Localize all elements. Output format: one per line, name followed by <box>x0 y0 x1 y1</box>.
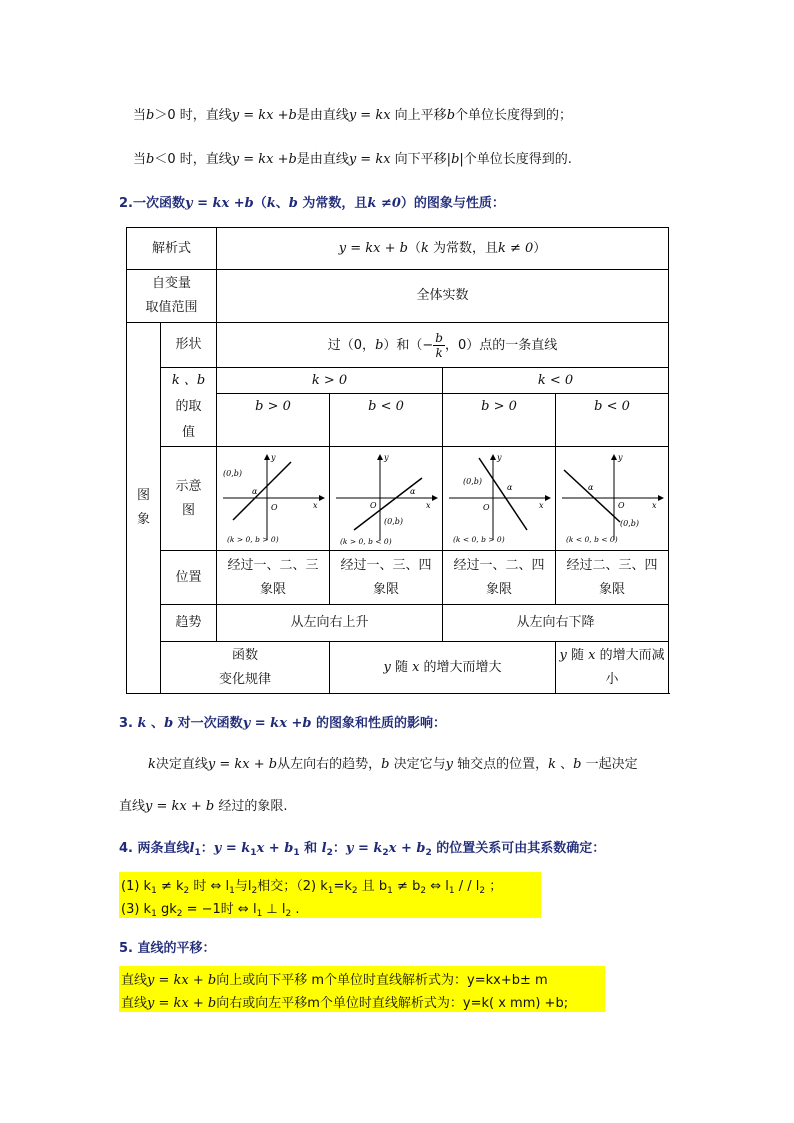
var-k: k <box>548 757 556 772</box>
heading-text: 3. <box>119 716 138 731</box>
heading-text: 、 <box>146 716 165 731</box>
subscript: 1 <box>256 909 263 919</box>
fraction-numerator: b <box>435 330 443 345</box>
paragraph-text: 轴交点的位置， <box>452 757 549 772</box>
var-y: y <box>445 757 453 772</box>
b-condition: b > 0 <box>217 394 330 447</box>
label-line: 示意 <box>175 478 202 494</box>
graph-k-neg-b-neg <box>558 450 666 548</box>
b-condition: b < 0 <box>330 394 443 447</box>
intro-text: 是由直线 <box>296 152 349 167</box>
var-l: l <box>321 841 327 856</box>
var-b: b <box>146 152 155 167</box>
relation-text: (1) k <box>121 879 152 894</box>
label-line: 函数 <box>232 647 259 663</box>
paragraph-text: 决定直线 <box>155 757 208 772</box>
origin-label: O <box>271 502 278 512</box>
axis-label-y: y <box>497 452 502 462</box>
relation-text: ； <box>485 879 503 894</box>
position-cell <box>330 551 443 605</box>
subscript: 2 <box>420 886 427 896</box>
x-axis-arrow <box>432 495 438 501</box>
equation: y = kx +b <box>242 716 312 731</box>
row-value: 全体实数 <box>217 270 669 323</box>
relation-text: (3) k <box>121 902 152 917</box>
translation-text: 直线 <box>121 973 148 988</box>
subscript: 1 <box>194 848 201 858</box>
intro-line-2 <box>133 148 572 167</box>
intercept-label: (0,b) <box>223 468 243 478</box>
relation-text: ≠ b <box>392 879 421 894</box>
label-line: 图 <box>182 502 196 518</box>
relation-text: 相交；（2) k <box>257 879 328 894</box>
row-value <box>217 228 669 270</box>
heading-text: ： <box>200 841 214 856</box>
k-positive-header: k > 0 <box>217 368 443 394</box>
condition: k ≠0 <box>367 196 401 211</box>
x-axis-arrow <box>658 495 664 501</box>
diagram-cell <box>217 447 330 551</box>
position-text: 经过一、三、四 <box>340 557 432 573</box>
graph-k-pos-b-neg <box>332 450 440 548</box>
graph-caption: (k > 0, b < 0) <box>340 536 392 546</box>
subscript: 2 <box>326 848 333 858</box>
y-axis-arrow <box>377 454 383 460</box>
relation-line-2 <box>121 898 300 919</box>
equation: y = kx +b <box>184 196 254 211</box>
position-text: 经过二、三、四 <box>566 557 658 573</box>
relation-text: = −1时 ⇔ l <box>182 902 257 917</box>
diagram-cell <box>443 447 556 551</box>
var-k: k <box>148 757 156 772</box>
cell-text: 过（0， <box>327 337 376 353</box>
condition: k ≠ 0 <box>497 240 534 256</box>
position-text: 象限 <box>373 581 400 597</box>
angle-label: α <box>410 486 416 496</box>
function-line <box>564 470 620 522</box>
change-decreasing <box>556 642 669 694</box>
subscript: 1 <box>293 848 300 858</box>
var-k: k <box>137 716 147 731</box>
subscript: 2 <box>285 909 292 919</box>
x-axis-arrow <box>319 495 325 501</box>
position-text: 象限 <box>486 581 513 597</box>
translation-line-2 <box>121 992 568 1011</box>
var-y: y <box>383 659 391 675</box>
table-row <box>127 447 669 551</box>
cell-text: ） <box>533 240 547 256</box>
intro-text: 向上平移 <box>390 108 447 123</box>
angle-label: α <box>588 482 594 492</box>
equation: y = kx + b <box>147 973 217 988</box>
equation: x + b <box>388 841 426 856</box>
section-4-heading <box>119 837 605 858</box>
table-row <box>127 605 669 642</box>
section-3-heading <box>119 712 446 731</box>
trend-up: 从左向右上升 <box>217 605 443 642</box>
position-text: 象限 <box>260 581 287 597</box>
label-line: k 、b <box>171 373 206 388</box>
subscript: 1 <box>229 886 235 896</box>
equation: y = kx <box>348 152 391 167</box>
paragraph-text: 经过的象限. <box>214 799 288 814</box>
cell-text: ）和（− <box>383 337 434 353</box>
table-row <box>127 323 669 368</box>
heading-text: 4. 两条直线 <box>119 841 190 856</box>
table-row <box>127 551 669 605</box>
highlighted-box-relations <box>119 872 541 918</box>
equation: y = kx +b <box>231 108 297 123</box>
relation-text: ⇔ l <box>426 879 449 894</box>
equation: y = kx + b <box>207 757 278 772</box>
table-row <box>127 368 669 394</box>
diagram-cell <box>330 447 443 551</box>
label-line: 值 <box>182 425 196 440</box>
subscript: 2 <box>479 886 486 896</box>
heading-text: （ <box>253 196 267 211</box>
relation-text: / / l <box>454 879 480 894</box>
label-line: 图 <box>136 488 150 503</box>
axis-label-x: x <box>426 500 431 510</box>
intercept-label: (0,b) <box>384 516 404 526</box>
intro-text: 当 <box>133 108 147 123</box>
equation: x + b <box>256 841 294 856</box>
cell-text: 随 <box>390 659 413 675</box>
origin-label: O <box>483 502 490 512</box>
translation-line-1 <box>121 969 548 988</box>
change-label <box>161 642 330 694</box>
origin-label: O <box>370 500 377 510</box>
highlighted-box-translation <box>119 966 605 1012</box>
graph-caption: (k < 0, b > 0) <box>453 534 505 544</box>
relation-text: ≠ k <box>156 879 184 894</box>
origin-label: O <box>618 500 625 510</box>
subscript: 2 <box>382 848 389 858</box>
fraction-denominator: k <box>435 345 443 360</box>
subscript: 1 <box>387 886 393 896</box>
intro-text: 个单位长度得到的； <box>455 108 573 123</box>
relation-text: 与l <box>234 879 252 894</box>
axis-label-x: x <box>313 500 318 510</box>
relation-text: 且 b <box>357 879 388 894</box>
subscript: 2 <box>251 886 258 896</box>
kb-label <box>161 368 217 447</box>
intro-text: 是由直线 <box>296 108 349 123</box>
subscript: 2 <box>351 886 358 896</box>
var-y: y <box>559 647 567 663</box>
axis-label-x: x <box>539 500 544 510</box>
subscript: 1 <box>448 886 455 896</box>
var-l: l <box>189 841 195 856</box>
relation-text: =k <box>333 879 352 894</box>
cell-text: ，0）点的一条直线 <box>444 337 558 353</box>
label-line: 取值范围 <box>145 300 198 315</box>
subscript: 2 <box>425 848 432 858</box>
var-b: b <box>164 716 174 731</box>
paragraph-text: 直线 <box>119 799 146 814</box>
var-b: b <box>573 757 582 772</box>
paragraph-text: 决定它与 <box>389 757 446 772</box>
intro-text: |个单位长度得到的. <box>459 152 572 167</box>
intercept-label: (0,b) <box>620 518 640 528</box>
var-b: b <box>381 757 390 772</box>
y-axis-arrow <box>611 454 617 460</box>
translation-text: 向右或向左平移m个单位时直线解析式为：y=k( x mm) +b; <box>216 996 569 1011</box>
section-3-paragraph-line-2 <box>119 795 287 814</box>
var-b: b <box>375 337 384 353</box>
relation-text: . <box>291 902 300 917</box>
trend-down: 从左向右下降 <box>443 605 669 642</box>
table-row <box>127 642 669 694</box>
row-label <box>127 270 217 323</box>
cell-text: 的增大而增大 <box>419 659 502 675</box>
cell-text: 为常数，且 <box>428 240 498 256</box>
function-line <box>479 458 527 530</box>
paragraph-text: 从左向右的趋势， <box>277 757 382 772</box>
label-line: 自变量 <box>152 276 192 291</box>
subscript: 1 <box>250 848 257 858</box>
axis-label-y: y <box>618 452 623 462</box>
graph-caption: (k > 0, b > 0) <box>227 534 279 544</box>
heading-text: 2.一次函数 <box>119 196 185 211</box>
section-3-paragraph-line-1 <box>148 753 638 772</box>
position-text: 经过一、二、四 <box>453 557 545 573</box>
equation: y = kx +b <box>231 152 297 167</box>
heading-text: ）的图象与性质： <box>400 196 505 211</box>
relation-line-1 <box>121 875 502 896</box>
subscript: 2 <box>176 909 183 919</box>
angle-label: α <box>252 486 258 496</box>
equation: y = k <box>213 841 251 856</box>
trend-label: 趋势 <box>161 605 217 642</box>
var-b: b <box>446 108 456 123</box>
equation: y = kx <box>348 108 391 123</box>
relation-text: gk <box>156 902 177 917</box>
var-b: b <box>288 196 298 211</box>
subscript: 1 <box>151 909 157 919</box>
var-x: x <box>588 647 596 663</box>
cell-text: （ <box>407 240 421 256</box>
position-cell <box>217 551 330 605</box>
table-row <box>127 228 669 270</box>
heading-text: 的图象和性质的影响： <box>311 716 446 731</box>
y-axis-arrow <box>264 454 270 460</box>
equation: y = kx + b <box>145 799 215 814</box>
intro-text: 向下平移| <box>390 152 452 167</box>
position-label: 位置 <box>161 551 217 605</box>
equation: y = kx + b <box>147 996 217 1011</box>
k-negative-header: k < 0 <box>443 368 669 394</box>
equation: y = kx + b <box>338 240 408 256</box>
position-cell <box>556 551 669 605</box>
subscript: 2 <box>183 886 190 896</box>
heading-text: 为常数，且 <box>297 196 368 211</box>
b-condition: b > 0 <box>443 394 556 447</box>
heading-text: 对一次函数 <box>173 716 243 731</box>
angle-label: α <box>507 482 513 492</box>
graph-caption: (k < 0, b < 0) <box>566 534 618 544</box>
b-condition: b < 0 <box>556 394 669 447</box>
var-x: x <box>412 659 420 675</box>
label-line: 变化规律 <box>219 671 272 687</box>
heading-text: ： <box>332 841 346 856</box>
intro-text: 当 <box>133 152 147 167</box>
shape-label: 形状 <box>161 323 217 368</box>
intro-line-1 <box>133 104 572 123</box>
graph-k-pos-b-pos <box>219 450 327 548</box>
graph-section-label <box>127 323 161 694</box>
subscript: 1 <box>327 886 334 896</box>
intercept-label: (0,b) <box>463 476 483 486</box>
heading-text: 的位置关系可由其系数确定： <box>431 841 606 856</box>
diagram-cell <box>556 447 669 551</box>
section-5-heading: 5. 直线的平移： <box>119 941 216 956</box>
shape-value <box>217 323 669 368</box>
position-text: 象限 <box>599 581 626 597</box>
cell-text: 的增大而减小 <box>595 647 665 687</box>
heading-text: 、 <box>275 196 289 211</box>
var-k: k <box>266 196 276 211</box>
intro-text: ＜0 时，直线 <box>154 152 232 167</box>
var-b: b <box>146 108 155 123</box>
x-axis-arrow <box>545 495 551 501</box>
paragraph-text: 、 <box>555 757 574 772</box>
label-line: 象 <box>136 512 150 527</box>
change-increasing <box>330 642 556 694</box>
intro-text: ＞0 时，直线 <box>154 108 232 123</box>
paragraph-text: 一起决定 <box>581 757 638 772</box>
axis-label-x: x <box>652 500 657 510</box>
translation-text: 向上或向下平移 m个单位时直线解析式为：y=kx+b± m <box>216 973 548 988</box>
y-axis-arrow <box>490 454 496 460</box>
var-b: b <box>451 152 460 167</box>
var-k: k <box>420 240 429 256</box>
fraction <box>433 331 445 360</box>
label-line: 的取 <box>175 399 202 414</box>
equation: y = k <box>345 841 383 856</box>
properties-table <box>126 227 669 694</box>
axis-label-y: y <box>384 452 389 462</box>
heading-text: 和 <box>299 841 322 856</box>
axis-label-y: y <box>271 452 276 462</box>
position-cell <box>443 551 556 605</box>
section-2-heading <box>119 192 505 211</box>
table-row <box>127 270 669 323</box>
diagram-label <box>161 447 217 551</box>
cell-text: 随 <box>566 647 589 663</box>
relation-text: 时 ⇔ l <box>189 879 230 894</box>
graph-k-neg-b-pos <box>445 450 553 548</box>
relation-text: ⊥ l <box>262 902 286 917</box>
translation-text: 直线 <box>121 996 148 1011</box>
position-text: 经过一、二、三 <box>227 557 319 573</box>
subscript: 1 <box>151 886 157 896</box>
row-label: 解析式 <box>127 228 217 270</box>
